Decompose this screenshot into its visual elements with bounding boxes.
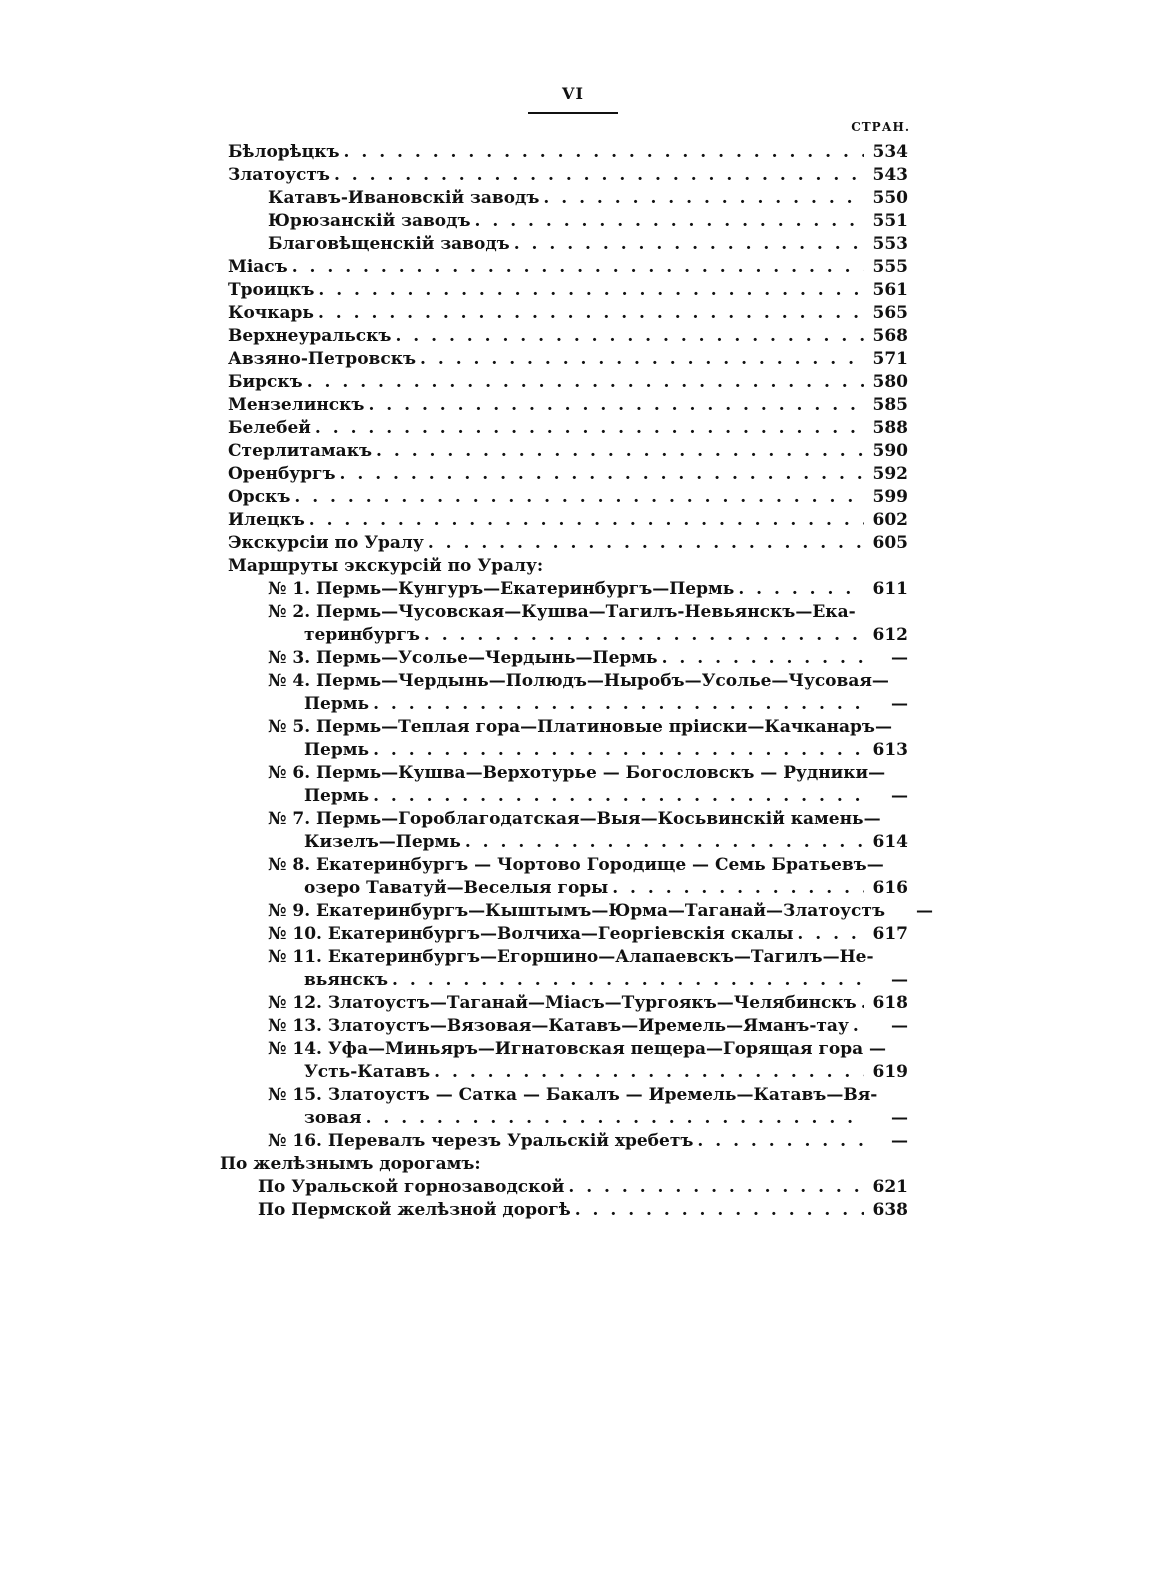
toc-entry: По Пермской желѣзной дорогѣ . . . 638 (228, 1198, 908, 1221)
page-number: VI (562, 84, 584, 103)
toc-entry: Троицкъ . . . 561 (228, 278, 908, 301)
toc-entry-continuation: Пермь . . . — (228, 784, 908, 807)
toc-entry: № 9. Екатеринбургъ—Кыштымъ—Юрма—Таганай—Златоустъ — (268, 901, 933, 921)
toc-section-heading: По желѣзнымъ дорогамъ: (220, 1154, 481, 1174)
toc-entry: № 15. Златоустъ — Сатка — Бакалъ — Иремель—Катавъ—Вя- (268, 1085, 878, 1105)
toc-entry: № 7. Пермь—Гороблагодатская—Выя—Косьвинскій камень— (268, 809, 881, 829)
page-number-rule (528, 112, 618, 114)
toc-entry: № 12. Златоустъ—Таганай—Міасъ—Тургоякъ—Челябинскъ . . . 618 (228, 991, 908, 1014)
toc-entry: Белебей . . . 588 (228, 416, 908, 439)
toc-entry: № 10. Екатеринбургъ—Волчиха—Георгіевскія скалы . . . 617 (228, 922, 908, 945)
toc-entry: Мензелинскъ . . . 585 (228, 393, 908, 416)
toc-entry: № 16. Перевалъ черезъ Уральскій хребетъ . . . — (228, 1129, 908, 1152)
toc-entry-continuation: Пермь . . . — (228, 692, 908, 715)
toc-entry-continuation: теринбургъ . . . 612 (228, 623, 908, 646)
toc-entry-continuation: озеро Таватуй—Веселыя горы . . . 616 (228, 876, 908, 899)
toc-entry: Оренбургъ . . . 592 (228, 462, 908, 485)
toc-entry: Авзяно-Петровскъ . . . 571 (228, 347, 908, 370)
toc-entry: Кочкарь . . . 565 (228, 301, 908, 324)
toc-entry: № 8. Екатеринбургъ — Чортово Городище — Семь Братьевъ— (268, 855, 884, 875)
toc-entry: № 6. Пермь—Кушва—Верхотурье — Богословскъ — Рудники— (268, 763, 886, 783)
toc-entry: Стерлитамакъ . . . 590 (228, 439, 908, 462)
toc-entry: № 4. Пермь—Чердынь—Полюдъ—Ныробъ—Усолье—Чусовая— (268, 671, 889, 691)
toc-entry: № 1. Пермь—Кунгуръ—Екатеринбургъ—Пермь . . . 611 (228, 577, 908, 600)
toc-entry: № 13. Златоустъ—Вязовая—Катавъ—Иремель—Яманъ-тау . . . — (228, 1014, 908, 1037)
toc-entry: По Уральской горнозаводской . . . 621 (228, 1175, 908, 1198)
toc-entry-continuation: Усть-Катавъ . . . 619 (228, 1060, 908, 1083)
toc-entry-continuation: зовая . . . — (228, 1106, 908, 1129)
toc-entry: № 5. Пермь—Теплая гора—Платиновые пріиски—Качканаръ— (268, 717, 892, 737)
toc-entry: № 14. Уфа—Миньяръ—Игнатовская пещера—Горящая гора — (268, 1039, 887, 1059)
toc-entry: Катавъ-Ивановскій заводъ . . . 550 (228, 186, 908, 209)
toc-entry: Экскурсіи по Уралу . . . 605 (228, 531, 908, 554)
toc-entry: Орскъ . . . 599 (228, 485, 908, 508)
toc-entry: Илецкъ . . . 602 (228, 508, 908, 531)
page-column-label: СТРАН. (851, 120, 910, 134)
toc-entry: Златоустъ . . . 543 (228, 163, 908, 186)
toc-entry: Міасъ . . . 555 (228, 255, 908, 278)
toc-entry: Верхнеуральскъ . . . 568 (228, 324, 908, 347)
toc-entry: № 2. Пермь—Чусовская—Кушва—Тагилъ-Невьянскъ—Ека- (268, 602, 856, 622)
toc-entry: Благовѣщенскій заводъ . . . 553 (228, 232, 908, 255)
toc-entry: Бирскъ . . . 580 (228, 370, 908, 393)
toc-entry: Бѣлорѣцкъ . . . 534 (228, 140, 908, 163)
toc-entry: № 3. Пермь—Усолье—Чердынь—Пермь . . . — (228, 646, 908, 669)
toc-entry-continuation: Пермь . . . 613 (228, 738, 908, 761)
toc-entry: Юрюзанскій заводъ . . . 551 (228, 209, 908, 232)
table-of-contents (220, 140, 933, 1221)
toc-entry: № 11. Екатеринбургъ—Егоршино—Алапаевскъ—Тагилъ—Не- (268, 947, 874, 967)
toc-entry-continuation: Кизелъ—Пермь . . . 614 (228, 830, 908, 853)
toc-section-heading: Маршруты экскурсій по Уралу: (228, 556, 544, 576)
toc-entry-continuation: вьянскъ . . . — (228, 968, 908, 991)
